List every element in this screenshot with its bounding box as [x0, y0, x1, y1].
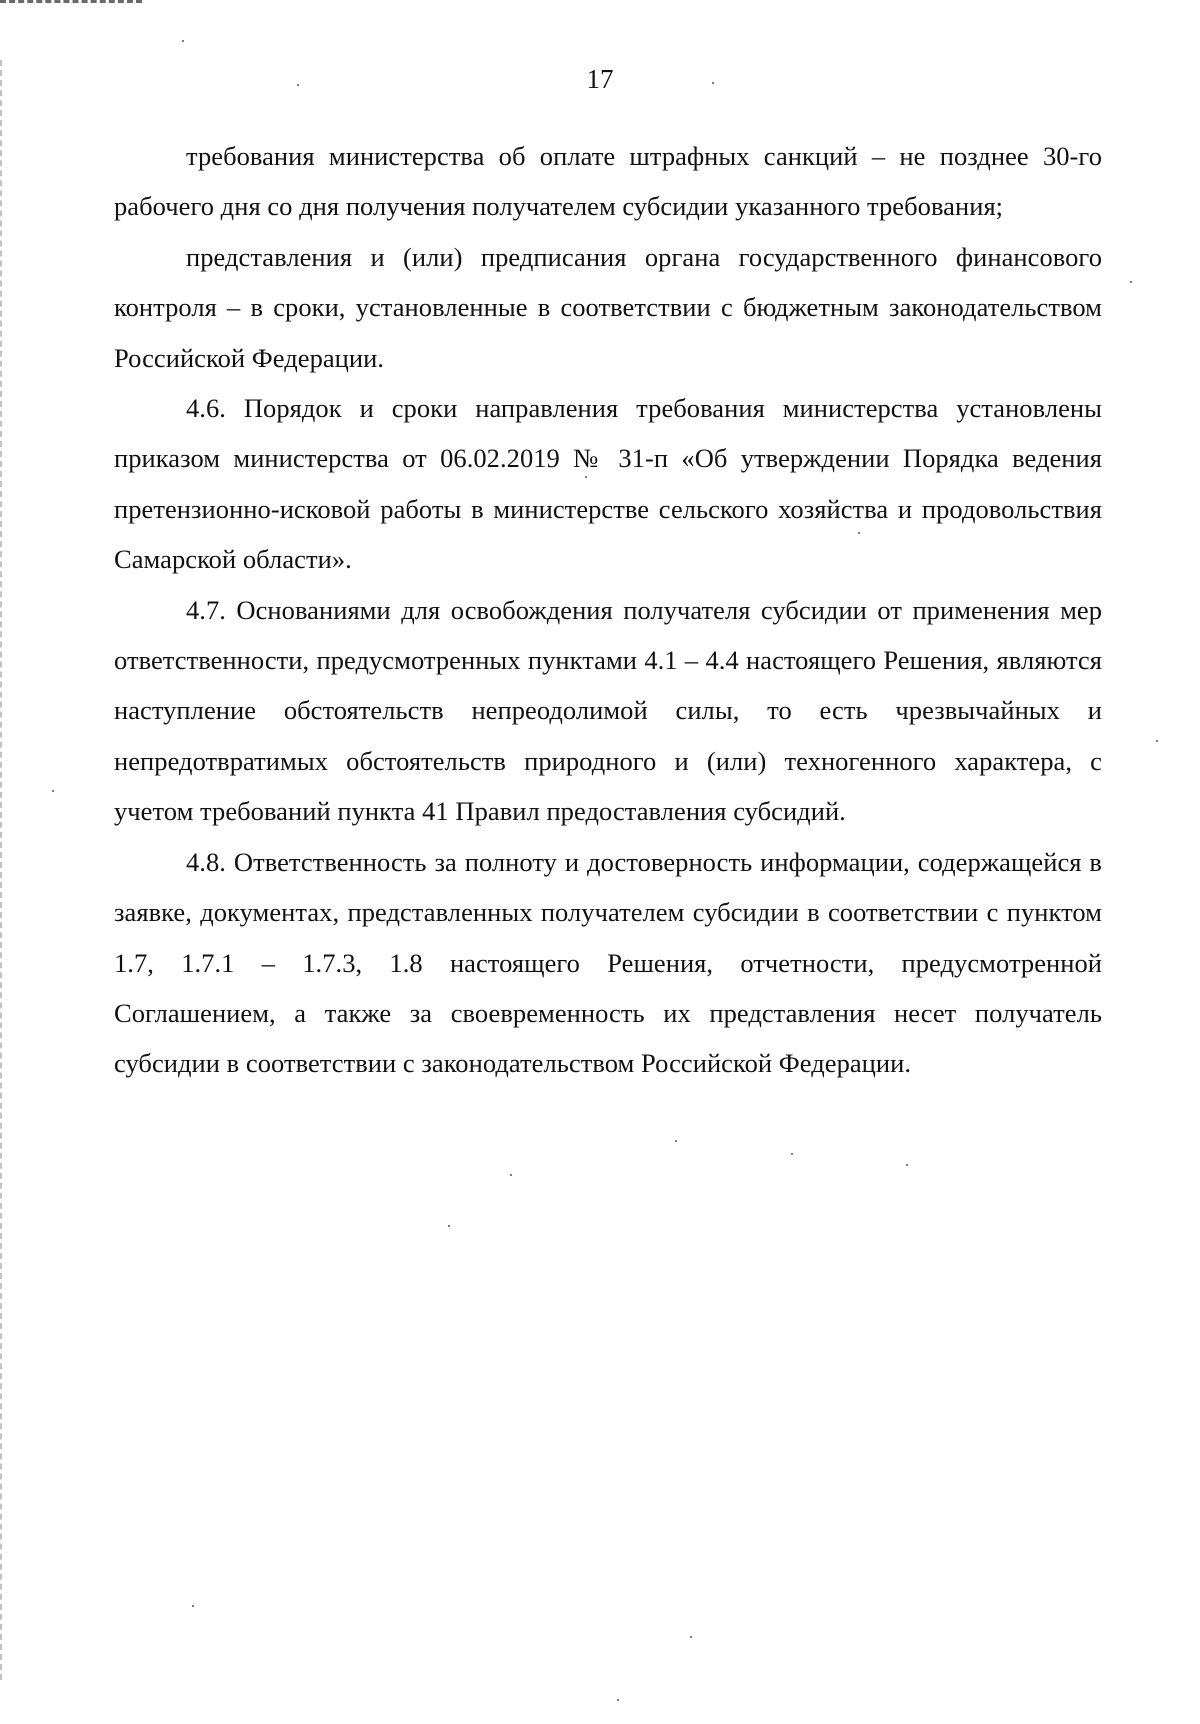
paragraph-4-6: 4.6. Порядок и сроки направления требования министерства установлены приказом министерства от 06.02.2019 № 31-п «Об утверждении Порядка ведения претензионно-исковой работы в министерстве сельского хозяйства и продовольствия Самарской области». — [114, 393, 1102, 575]
scan-speck — [791, 1153, 793, 1155]
scan-speck — [510, 1174, 512, 1176]
paragraph-penalty-deadline: требования министерства об оплате штрафных санкций – не позднее 30-го рабочего дня со дня получения получателем субсидии указанного требования; — [114, 141, 1102, 222]
scan-binding-edge — [0, 60, 5, 1680]
document-body — [114, 131, 1102, 1089]
paragraph-control-body-order: представления и (или) предписания органа государственного финансового контроля – в сроки, установленные в соответствии с бюджетным законодательством Российской Федерации. — [114, 241, 1102, 373]
scan-edge-mark — [0, 0, 142, 9]
scan-speck — [448, 1225, 450, 1227]
scan-speck — [297, 84, 299, 86]
scan-speck — [182, 40, 184, 42]
scan-speck — [1130, 281, 1132, 283]
scan-speck — [712, 82, 714, 84]
scan-speck — [585, 476, 587, 478]
page-number: 17 — [586, 64, 614, 94]
scan-speck — [690, 1636, 692, 1638]
paragraph-4-8: 4.8. Ответственность за полноту и достоверность информации, содержащейся в заявке, документах, представленных получателем субсидии в соответствии с пунктом 1.7, 1.7.1 – 1.7.3, 1.8 настоящего Решения, отчетности, предусмотренной Соглашением, а также за своевременность их представления несет получатель субсидии в соответствии с законодательством Российской Федерации. — [114, 846, 1102, 1079]
paragraph-4-7: 4.7. Основаниями для освобождения получателя субсидии от применения мер ответственности, предусмотренных пунктами 4.1 – 4.4 настоящего Решения, являются наступление обстоятельств непреодолимой силы, то есть чрезвычайных и непредотвратимых обстоятельств природного и (или) техногенного характера, с учетом требований пункта 41 Правил предоставления субсидий. — [114, 594, 1102, 827]
scan-speck — [675, 1140, 677, 1142]
scan-speck — [1156, 740, 1158, 742]
scan-speck — [906, 1164, 908, 1166]
scan-speck — [192, 1605, 194, 1607]
scan-speck — [52, 790, 54, 792]
scan-speck — [858, 532, 860, 534]
scan-speck — [617, 1699, 619, 1701]
